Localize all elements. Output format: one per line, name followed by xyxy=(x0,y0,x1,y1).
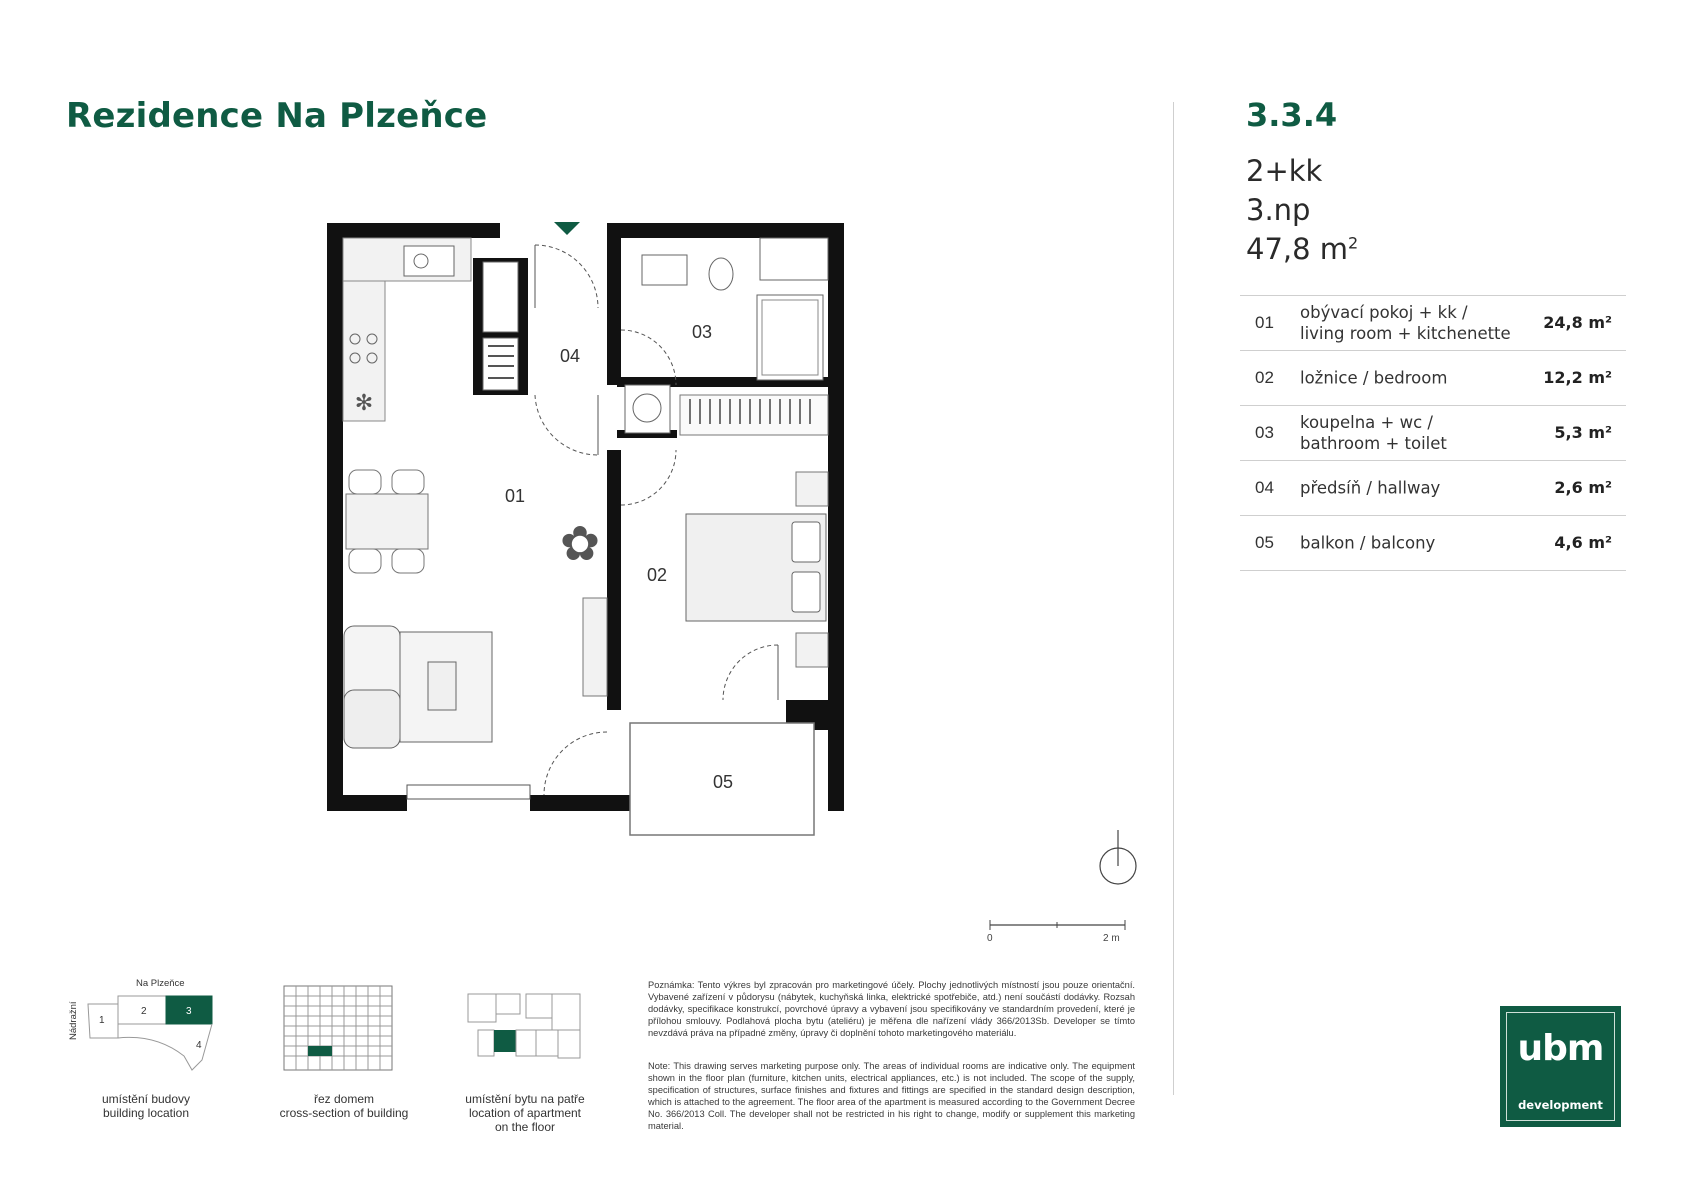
caption-en: cross-section of building xyxy=(279,1106,409,1120)
street-label-side: Nádražní xyxy=(68,1001,79,1040)
plan-label-01: 01 xyxy=(505,486,526,506)
caption-cz: řez domem xyxy=(313,1092,375,1106)
entrance-marker-icon xyxy=(554,222,580,235)
caption-cz: umístění bytu na patře xyxy=(465,1092,585,1106)
floor-plan xyxy=(300,210,860,850)
room-area: 2,6 m² xyxy=(1554,478,1612,497)
scale-end: 2 m xyxy=(1103,933,1120,944)
room-area: 4,6 m² xyxy=(1554,533,1612,552)
shaft-box-right xyxy=(760,238,828,280)
room-name: předsíň / hallway xyxy=(1300,478,1441,498)
north-arrow-icon xyxy=(1097,828,1141,888)
washing-machine-icon xyxy=(625,385,670,433)
unit-code: 3.3.4 xyxy=(1246,96,1338,134)
pillow xyxy=(792,522,820,562)
dining-table xyxy=(346,494,428,549)
room-number: 01 xyxy=(1255,313,1274,332)
unit-floor: 3.np xyxy=(1246,193,1311,227)
window xyxy=(407,785,530,799)
room-area: 5,3 m² xyxy=(1554,423,1612,442)
door-leaves xyxy=(535,245,778,700)
caption-en: location of apartment xyxy=(468,1106,582,1120)
unit-area xyxy=(1246,232,1358,266)
scale-start: 0 xyxy=(987,933,993,944)
plant-icon: ✿ xyxy=(559,518,601,571)
room-name: ložnice / bedroom xyxy=(1300,368,1448,388)
room-number: 02 xyxy=(1255,368,1274,387)
room-name-en: bathroom + toilet xyxy=(1300,434,1447,453)
room-name xyxy=(1300,412,1447,454)
block-label: 4 xyxy=(196,1040,202,1051)
block-label: 3 xyxy=(186,1006,192,1017)
room-number: 03 xyxy=(1255,423,1274,442)
wardrobe xyxy=(680,395,828,435)
pillow xyxy=(792,572,820,612)
room-row xyxy=(1240,406,1626,461)
street-label-top: Na Plzeňce xyxy=(136,978,185,989)
room-name: balkon / balcony xyxy=(1300,533,1436,553)
toilet-icon xyxy=(709,258,733,290)
plan-label-02: 02 xyxy=(647,565,668,585)
building-location-map xyxy=(66,978,226,1078)
room-area: 12,2 m² xyxy=(1543,368,1612,387)
room-name-en: living room + kitchenette xyxy=(1300,324,1511,343)
shaft-box xyxy=(483,262,518,332)
caption-en: building location xyxy=(102,1106,190,1120)
room-row xyxy=(1240,351,1626,406)
vertical-divider xyxy=(1173,102,1174,1095)
cross-section-caption xyxy=(259,1092,429,1120)
cross-section-map xyxy=(280,982,400,1074)
scale-bar xyxy=(985,914,1135,944)
shower-icon xyxy=(757,295,823,380)
room-number: 05 xyxy=(1255,533,1274,552)
room-table xyxy=(1240,295,1626,571)
room-name-cz: obývací pokoj + kk / xyxy=(1300,303,1468,322)
plan-label-03: 03 xyxy=(692,322,713,342)
logo-wordmark: ubm xyxy=(1517,1028,1604,1069)
disclaimer-en: Note: This drawing serves marketing purpose only. The areas of individual rooms are indicative only. The equipment shown in the floor plan (furniture, kitchen units, electrical appliances, etc.) is not included. The scope of the supply, specification of structures, surface finishes and fixtures and fittings are specified in the standard design description, which is attached to the agreement. The floor area of the apartment is measured according to the Government Decree No. 366/2013 Coll. The developer shall not be restricted in his right to change, modify or supplement this marketing material. xyxy=(648,1061,1135,1131)
unit-area-value: 47,8 m xyxy=(1246,232,1349,266)
plan-label-04: 04 xyxy=(560,346,581,366)
caption-en-2: on the floor xyxy=(494,1120,556,1134)
disclaimer-cz: Poznámka: Tento výkres byl zpracován pro marketingové účely. Plochy jednotlivých místností jsou pouze orientační. Vybavené zařízení v půdorysu (nábytek, kuchyňská linka, elektrické spotřebiče, atd.) není součástí dodávky. Rozsah dodávky, specifikace konstrukcí, povrchové úpravy a vybavení jsou specifikovány ve standardním provedení, které je přílohou smlouvy. Podlahová plocha bytu (ateliéru) je měřena dle nařízení vlády 366/2013Sb. Developer se tímto nevzdává práva na případné změny, úpravy či doplnění tohoto marketingového materiálu. xyxy=(648,980,1135,1038)
nightstand xyxy=(796,633,828,667)
logo-subtitle: development xyxy=(1518,1098,1603,1112)
coffee-table xyxy=(428,662,456,710)
building-location-caption xyxy=(61,1092,231,1120)
caption-cz: umístění budovy xyxy=(101,1092,191,1106)
room-name xyxy=(1300,302,1511,344)
tv-unit xyxy=(583,598,607,696)
room-row xyxy=(1240,516,1626,571)
room-number: 04 xyxy=(1255,478,1274,497)
nightstand xyxy=(796,472,828,506)
floor-location-map xyxy=(462,988,587,1062)
unit-layout: 2+kk xyxy=(1246,154,1323,188)
room-row xyxy=(1240,461,1626,516)
block-label: 1 xyxy=(99,1015,105,1026)
ubm-logo xyxy=(1500,1006,1621,1127)
unit-area-unit-sup: 2 xyxy=(1348,233,1359,253)
room-row xyxy=(1240,296,1626,351)
room-area: 24,8 m² xyxy=(1543,313,1612,332)
plan-label-05: 05 xyxy=(713,772,734,792)
room-name-cz: koupelna + wc / xyxy=(1300,413,1433,432)
project-title: Rezidence Na Plzeňce xyxy=(66,96,488,136)
washbasin-icon xyxy=(642,255,687,285)
block-label: 2 xyxy=(141,1006,147,1017)
floor-location-caption xyxy=(440,1092,610,1134)
sink-icon xyxy=(404,246,454,276)
freezer-icon: ✻ xyxy=(354,390,374,415)
